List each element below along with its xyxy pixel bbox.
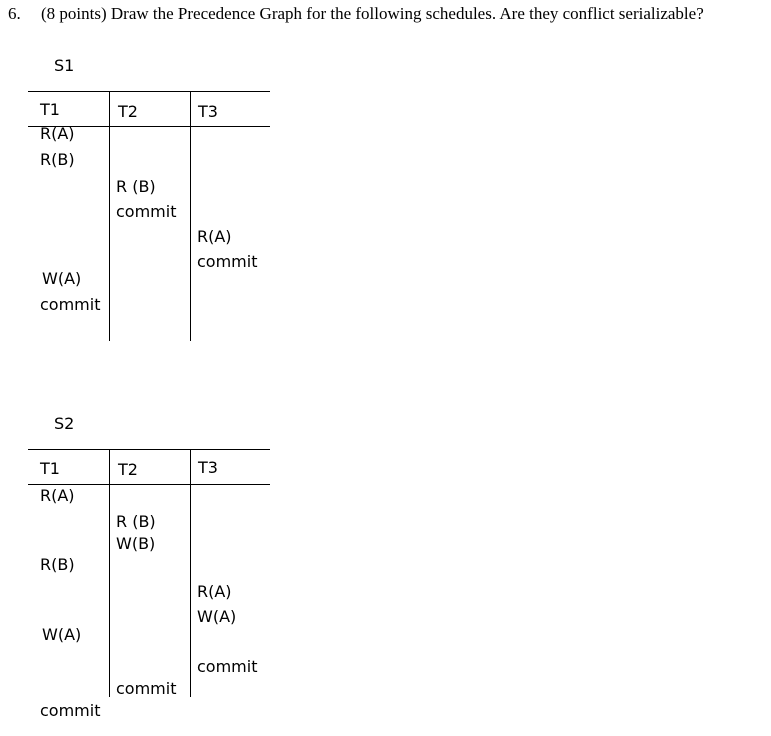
header-t3: T3 xyxy=(198,102,218,121)
op-t2-read-b: R (B) xyxy=(116,512,156,531)
op-t1-write-a: W(A) xyxy=(42,269,82,288)
op-t1-commit: commit xyxy=(40,701,101,720)
op-t1-read-b: R(B) xyxy=(40,150,75,169)
op-t1-commit: commit xyxy=(40,295,101,314)
header-t1: T1 xyxy=(40,459,60,478)
op-t2-commit: commit xyxy=(116,679,177,698)
op-t1-read-a: R(A) xyxy=(40,486,75,505)
header-t1: T1 xyxy=(40,100,60,119)
column-divider-2 xyxy=(190,449,191,697)
op-t1-read-a: R(A) xyxy=(40,124,75,143)
header-t2: T2 xyxy=(118,460,138,479)
question-number: 6. xyxy=(8,4,21,23)
header-t3: T3 xyxy=(198,458,218,477)
header-top-rule xyxy=(28,449,270,450)
op-t1-read-b: R(B) xyxy=(40,555,75,574)
op-t2-write-b: W(B) xyxy=(116,534,156,553)
op-t3-read-a: R(A) xyxy=(197,582,232,601)
schedule-name: S2 xyxy=(54,414,75,433)
op-t3-commit: commit xyxy=(197,252,258,271)
op-t1-write-a: W(A) xyxy=(42,625,82,644)
question-text: (8 points) Draw the Precedence Graph for the following schedules. Are they conflict serializable? xyxy=(41,4,704,23)
header-t2: T2 xyxy=(118,102,138,121)
op-t3-write-a: W(A) xyxy=(197,607,237,626)
schedule-name: S1 xyxy=(54,56,75,75)
schedule-s2 xyxy=(0,0,300,736)
op-t2-read-b: R (B) xyxy=(116,177,156,196)
op-t3-read-a: R(A) xyxy=(197,227,232,246)
op-t2-commit: commit xyxy=(116,202,177,221)
column-divider-1 xyxy=(109,449,110,697)
op-t3-commit: commit xyxy=(197,657,258,676)
header-bottom-rule xyxy=(28,484,270,485)
